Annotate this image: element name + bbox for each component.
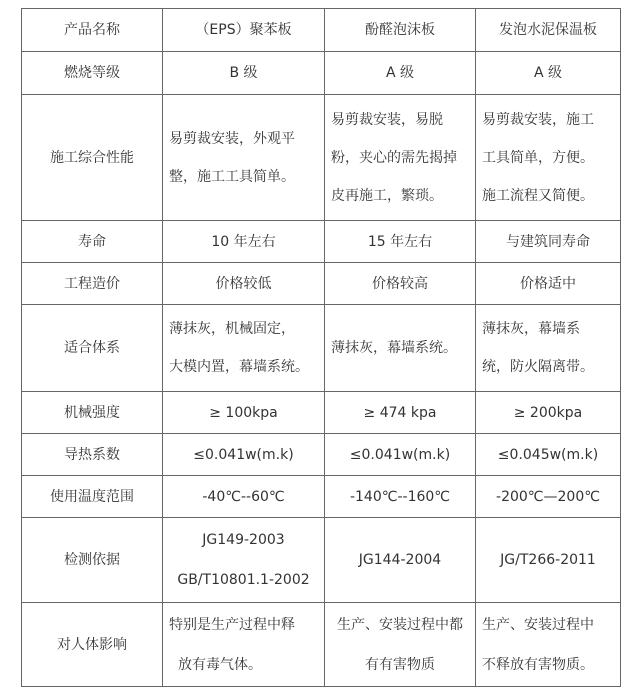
cell-line: 大模内置，幕墙系统。: [169, 359, 309, 375]
table-row: [22, 221, 621, 263]
cell-line: JG149-2003: [202, 532, 285, 548]
row-label: 机械强度: [22, 392, 163, 434]
cell-line: JG/T266-2011: [500, 552, 596, 568]
cell: [476, 95, 621, 221]
cell-line: 薄抹灰，幕墙系: [482, 321, 580, 337]
cell: [476, 518, 621, 603]
cell-line: 易剪裁安装，施工: [482, 111, 594, 128]
cell-line: 易剪裁安装，易脱: [331, 111, 443, 128]
table-row: [22, 263, 621, 305]
cell: B 级: [163, 52, 325, 95]
table-row: [22, 603, 621, 687]
cell-line: 皮再施工，繁琐。: [331, 187, 443, 204]
cell: ≥ 100kpa: [163, 392, 325, 434]
row-label: 检测依据: [22, 518, 163, 603]
cell: [325, 95, 476, 221]
header-phenolic-foam-board: 酚醛泡沫板: [325, 9, 476, 52]
cell: -200℃—200℃: [476, 476, 621, 518]
row-label: 燃烧等级: [22, 52, 163, 95]
cell-line: 放有毒气体。: [178, 656, 262, 673]
cell-line: 生产、安装过程中都: [337, 616, 463, 633]
cell: 10 年左右: [163, 221, 325, 263]
cell: [163, 518, 325, 603]
cell: A 级: [476, 52, 621, 95]
cell: [476, 305, 621, 392]
cell: 价格较低: [163, 263, 325, 305]
cell: [325, 305, 476, 392]
cell: ≥ 474 kpa: [325, 392, 476, 434]
table-row: [22, 518, 621, 603]
table-row: [22, 392, 621, 434]
cell-line: 薄抹灰，机械固定，: [169, 321, 295, 337]
row-label: 施工综合性能: [22, 95, 163, 221]
cell-line: 工具简单，方便。: [482, 149, 594, 166]
cell-line: 粉，夹心的需先揭掉: [331, 149, 457, 166]
cell-line: 易剪裁安装，外观平: [169, 130, 295, 147]
table-row: [22, 434, 621, 476]
cell-line: JG144-2004: [358, 552, 442, 568]
row-label: 工程造价: [22, 263, 163, 305]
row-label: 使用温度范围: [22, 476, 163, 518]
row-label: 寿命: [22, 221, 163, 263]
table-row: [22, 476, 621, 518]
table-header-row: [22, 9, 621, 52]
cell: 价格较高: [325, 263, 476, 305]
cell: [163, 603, 325, 687]
cell: [325, 518, 476, 603]
cell-line: 生产、安装过程中: [482, 616, 594, 633]
row-label: 对人体影响: [22, 603, 163, 687]
cell-line: 特别是生产过程中释: [169, 616, 295, 633]
cell: [325, 603, 476, 687]
cell: 15 年左右: [325, 221, 476, 263]
row-label: 导热系数: [22, 434, 163, 476]
cell: ≤0.045w(m.k): [476, 434, 621, 476]
table-row: [22, 305, 621, 392]
cell: ≤0.041w(m.k): [163, 434, 325, 476]
cell-line: 有有害物质: [365, 656, 435, 673]
cell-line: GB/T10801.1-2002: [177, 572, 310, 588]
cell: -140℃--160℃: [325, 476, 476, 518]
cell: ≤0.041w(m.k): [325, 434, 476, 476]
cell: -40℃--60℃: [163, 476, 325, 518]
header-eps-board: （EPS）聚苯板: [163, 9, 325, 52]
cell: A 级: [325, 52, 476, 95]
table-row: [22, 52, 621, 95]
cell-line: 不释放有害物质。: [482, 656, 594, 673]
cell: [163, 305, 325, 392]
cell-line: 整，施工工具简单。: [169, 168, 295, 185]
comparison-table: [21, 8, 621, 687]
cell: [163, 95, 325, 221]
cell-line: 薄抹灰，幕墙系统。: [331, 340, 457, 356]
cell: [476, 603, 621, 687]
cell-line: 施工流程又简便。: [482, 187, 594, 204]
header-foam-cement-board: 发泡水泥保温板: [476, 9, 621, 52]
cell: 与建筑同寿命: [476, 221, 621, 263]
cell: ≥ 200kpa: [476, 392, 621, 434]
header-product-name: 产品名称: [22, 9, 163, 52]
row-label: 适合体系: [22, 305, 163, 392]
cell: 价格适中: [476, 263, 621, 305]
cell-line: 统，防火隔离带。: [482, 359, 594, 375]
table-row: [22, 95, 621, 221]
